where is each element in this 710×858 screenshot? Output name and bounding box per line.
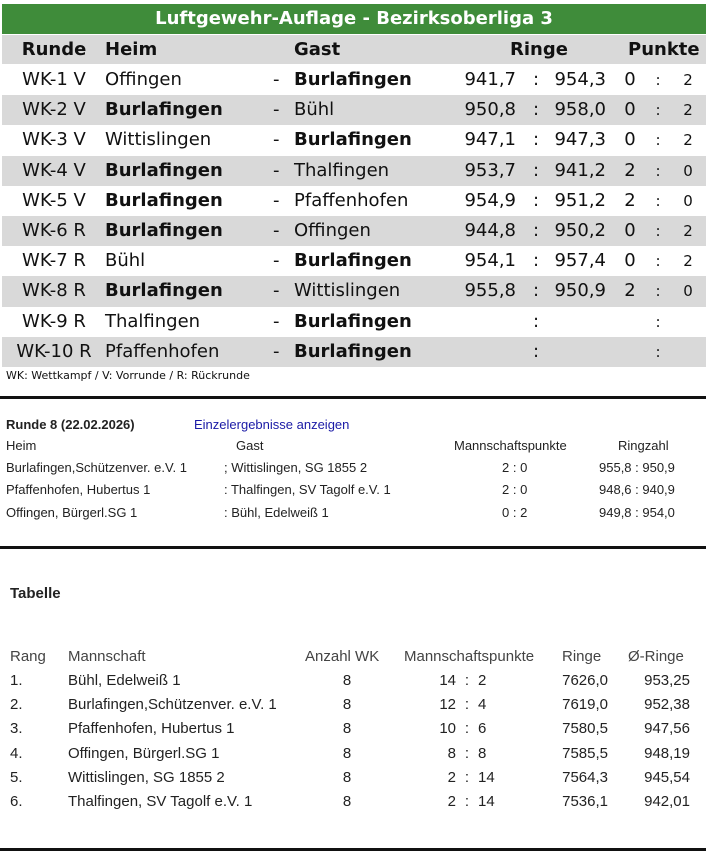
home-team-cell: Wittislingen <box>105 129 212 151</box>
round-cell: WK-7 R <box>22 250 86 272</box>
schedule-row <box>2 246 706 276</box>
result-home-team: Offingen, Bürgerl.SG 1 <box>6 505 138 520</box>
guest-team-cell: Burlafingen <box>294 340 412 362</box>
standings-title: Tabelle <box>10 585 61 602</box>
round-cell: WK-1 V <box>22 69 86 90</box>
standings-points-won: 10 <box>439 720 456 738</box>
guest-rings-cell: 951,2 <box>554 189 606 211</box>
standings-points-colon: : <box>464 744 470 762</box>
home-rings-cell: 941,7 <box>464 69 516 90</box>
dash-cell: - <box>273 189 280 211</box>
dash-cell: - <box>273 159 280 181</box>
guest-points-cell: 0 <box>683 282 693 301</box>
home-rings-cell: 944,8 <box>464 219 516 241</box>
results-header-team-points: Mannschaftspunkte <box>454 438 567 453</box>
standings-points-colon: : <box>464 720 470 738</box>
guest-team-cell: Burlafingen <box>294 310 412 332</box>
standings-team: Bühl, Edelweiß 1 <box>68 672 181 689</box>
standings-avg-rings: 952,38 <box>644 696 690 714</box>
guest-team-cell: Offingen <box>294 219 371 241</box>
standings-matches: 8 <box>342 793 352 810</box>
standings-points-won: 2 <box>447 793 456 810</box>
standings-rank: 6. <box>10 793 23 810</box>
home-rings-cell: 955,8 <box>464 280 516 302</box>
schedule-legend: WK: Wettkampf / V: Vorrunde / R: Rückrunde <box>6 369 250 382</box>
header-rings: Ringe <box>510 39 568 60</box>
home-team-cell: Burlafingen <box>105 219 223 241</box>
rings-colon: : <box>532 159 540 181</box>
guest-points-cell: 0 <box>683 191 693 210</box>
home-team-cell: Burlafingen <box>105 99 223 121</box>
schedule-row <box>2 156 706 186</box>
home-rings-cell: 947,1 <box>464 129 516 151</box>
points-colon: : <box>655 131 661 150</box>
result-team-points: 2 : 0 <box>502 460 528 475</box>
points-colon: : <box>655 221 661 240</box>
dash-cell: - <box>273 280 280 302</box>
rings-colon: : <box>532 129 540 151</box>
home-team-cell: Bühl <box>105 250 146 272</box>
standings-matches: 8 <box>342 696 352 714</box>
guest-team-cell: Burlafingen <box>294 129 412 151</box>
guest-points-cell: 2 <box>683 221 693 240</box>
rings-colon: : <box>532 189 540 211</box>
guest-rings-cell: 954,3 <box>554 69 606 90</box>
standings-avg-rings: 945,54 <box>644 768 690 786</box>
points-colon: : <box>655 71 661 89</box>
rings-colon: : <box>532 340 540 362</box>
schedule-row <box>2 216 706 246</box>
guest-team-cell: Wittislingen <box>294 280 401 302</box>
standings-matches: 8 <box>342 672 352 689</box>
standings-matches: 8 <box>342 720 352 738</box>
home-rings-cell: 950,8 <box>464 99 516 121</box>
standings-rings: 7619,0 <box>562 696 608 714</box>
separator-line <box>0 848 706 851</box>
standings-rings: 7626,0 <box>562 672 608 689</box>
result-home-team: Pfaffenhofen, Hubertus 1 <box>6 482 151 497</box>
standings-rings: 7564,3 <box>562 768 608 786</box>
result-guest-team: : Thalfingen, SV Tagolf e.V. 1 <box>224 482 391 497</box>
schedule-row <box>2 337 706 367</box>
standings-avg-rings: 948,19 <box>644 744 690 762</box>
round-cell: WK-5 V <box>22 189 86 211</box>
standings-team: Pfaffenhofen, Hubertus 1 <box>68 720 235 738</box>
standings-header-avg-rings: Ø-Ringe <box>628 648 684 665</box>
standings-header-team: Mannschaft <box>68 648 146 665</box>
points-colon: : <box>655 161 661 180</box>
standings-points-lost: 14 <box>478 793 495 810</box>
home-team-cell: Pfaffenhofen <box>105 340 220 362</box>
points-colon: : <box>655 312 661 331</box>
round-cell: WK-4 V <box>22 159 86 181</box>
schedule-header-row <box>2 35 706 64</box>
result-rings: 948,6 : 940,9 <box>599 482 675 497</box>
guest-team-cell: Bühl <box>294 99 335 121</box>
rings-colon: : <box>532 250 540 272</box>
guest-rings-cell: 950,9 <box>554 280 606 302</box>
result-home-team: Burlafingen,Schützenver. e.V. 1 <box>6 460 187 475</box>
separator-line <box>0 546 706 549</box>
standings-points-lost: 2 <box>478 672 487 689</box>
standings-rank: 4. <box>10 744 23 762</box>
schedule-row <box>2 276 706 306</box>
individual-results-link[interactable]: Einzelergebnisse anzeigen <box>194 417 350 432</box>
guest-rings-cell: 957,4 <box>554 250 606 272</box>
standings-points-lost: 14 <box>478 768 495 786</box>
round-cell: WK-10 R <box>16 340 92 362</box>
standings-rank: 5. <box>10 768 23 786</box>
home-points-cell: 0 <box>624 250 636 272</box>
schedule-rows <box>2 65 706 367</box>
points-colon: : <box>655 191 661 210</box>
schedule-row <box>2 186 706 216</box>
standings-matches: 8 <box>342 744 352 762</box>
standings-team: Thalfingen, SV Tagolf e.V. 1 <box>68 793 253 810</box>
standings-points-won: 8 <box>447 744 456 762</box>
rings-colon: : <box>532 99 540 121</box>
schedule-row <box>2 65 706 95</box>
standings-points-won: 12 <box>439 696 456 714</box>
home-team-cell: Burlafingen <box>105 280 223 302</box>
dash-cell: - <box>273 99 280 121</box>
dash-cell: - <box>273 250 280 272</box>
guest-points-cell: 2 <box>683 131 693 150</box>
guest-team-cell: Pfaffenhofen <box>294 189 409 211</box>
home-points-cell: 0 <box>624 219 636 241</box>
standings-points-colon: : <box>464 768 470 786</box>
standings-points-colon: : <box>464 793 470 810</box>
dash-cell: - <box>273 340 280 362</box>
home-points-cell: 2 <box>624 280 636 302</box>
standings-header-rank: Rang <box>10 648 46 665</box>
standings-points-won: 14 <box>439 672 456 689</box>
home-points-cell: 2 <box>624 189 636 211</box>
points-colon: : <box>655 252 661 271</box>
home-team-cell: Burlafingen <box>105 159 223 181</box>
result-team-points: 2 : 0 <box>502 482 528 497</box>
guest-rings-cell: 947,3 <box>554 129 606 151</box>
guest-rings-cell: 958,0 <box>554 99 606 121</box>
standings-avg-rings: 953,25 <box>644 672 690 689</box>
round-cell: WK-2 V <box>22 99 86 121</box>
header-round: Runde <box>21 39 87 60</box>
standings-header-team-points: Mannschaftspunkte <box>404 648 535 665</box>
home-team-cell: Offingen <box>105 69 182 90</box>
result-team-points: 0 : 2 <box>502 505 528 520</box>
rings-colon: : <box>532 219 540 241</box>
header-points: Punkte <box>628 39 700 60</box>
result-guest-team: ; Wittislingen, SG 1855 2 <box>224 460 368 475</box>
standings-points-lost: 8 <box>478 744 487 762</box>
result-guest-team: : Bühl, Edelweiß 1 <box>224 505 329 520</box>
standings-team: Burlafingen,Schützenver. e.V. 1 <box>68 696 277 714</box>
guest-team-cell: Thalfingen <box>294 159 390 181</box>
round-cell: WK-8 R <box>22 280 86 302</box>
standings-avg-rings: 947,56 <box>644 720 690 738</box>
standings-rank: 2. <box>10 696 23 714</box>
dash-cell: - <box>273 69 280 90</box>
home-points-cell: 0 <box>624 99 636 121</box>
guest-points-cell: 0 <box>683 161 693 180</box>
standings-header-matches: Anzahl WK <box>305 648 380 665</box>
results-header-rings: Ringzahl <box>618 438 669 453</box>
separator-line <box>0 396 706 399</box>
standings-rank: 1. <box>10 672 23 689</box>
standings-rings: 7536,1 <box>562 793 608 810</box>
standings-team: Offingen, Bürgerl.SG 1 <box>68 744 220 762</box>
round-results-title: Runde 8 (22.02.2026) <box>6 417 135 432</box>
standings-points-lost: 6 <box>478 720 487 738</box>
round-cell: WK-3 V <box>22 129 86 151</box>
dash-cell: - <box>273 219 280 241</box>
standings-points-lost: 4 <box>478 696 487 714</box>
standings-rings: 7585,5 <box>562 744 608 762</box>
standings-matches: 8 <box>342 768 352 786</box>
results-header-home: Heim <box>6 438 37 453</box>
schedule-row <box>2 125 706 155</box>
schedule-title: Luftgewehr-Auflage - Bezirksoberliga 3 <box>2 4 706 34</box>
guest-team-cell: Burlafingen <box>294 250 412 272</box>
rings-colon: : <box>532 280 540 302</box>
guest-team-cell: Burlafingen <box>294 69 412 90</box>
home-points-cell: 0 <box>624 69 636 90</box>
result-rings: 955,8 : 950,9 <box>599 460 675 475</box>
standings-points-colon: : <box>464 696 470 714</box>
rings-colon: : <box>532 310 540 332</box>
guest-rings-cell: 950,2 <box>554 219 606 241</box>
home-rings-cell: 953,7 <box>464 159 516 181</box>
standings-avg-rings: 942,01 <box>644 793 690 810</box>
standings-rank: 3. <box>10 720 23 738</box>
schedule-row <box>2 95 706 125</box>
home-rings-cell: 954,1 <box>464 250 516 272</box>
header-home: Heim <box>105 39 158 60</box>
schedule-row <box>2 307 706 337</box>
home-points-cell: 2 <box>624 159 636 181</box>
standings-team: Wittislingen, SG 1855 2 <box>68 768 225 786</box>
round-cell: WK-6 R <box>22 219 86 241</box>
points-colon: : <box>655 342 661 361</box>
standings-header-rings: Ringe <box>562 648 602 665</box>
guest-points-cell: 2 <box>683 101 693 120</box>
result-rings: 949,8 : 954,0 <box>599 505 675 520</box>
guest-points-cell: 2 <box>683 71 693 89</box>
results-header-guest: Gast <box>236 438 264 453</box>
dash-cell: - <box>273 129 280 151</box>
home-team-cell: Thalfingen <box>105 310 201 332</box>
standings-points-won: 2 <box>447 768 456 786</box>
standings-points-colon: : <box>464 672 470 689</box>
home-team-cell: Burlafingen <box>105 189 223 211</box>
home-rings-cell: 954,9 <box>464 189 516 211</box>
guest-points-cell: 2 <box>683 252 693 271</box>
standings-rings: 7580,5 <box>562 720 608 738</box>
points-colon: : <box>655 101 661 120</box>
home-points-cell: 0 <box>624 129 636 151</box>
guest-rings-cell: 941,2 <box>554 159 606 181</box>
rings-colon: : <box>532 69 540 90</box>
dash-cell: - <box>273 310 280 332</box>
round-cell: WK-9 R <box>22 310 86 332</box>
points-colon: : <box>655 282 661 301</box>
header-guest: Gast <box>294 39 341 60</box>
